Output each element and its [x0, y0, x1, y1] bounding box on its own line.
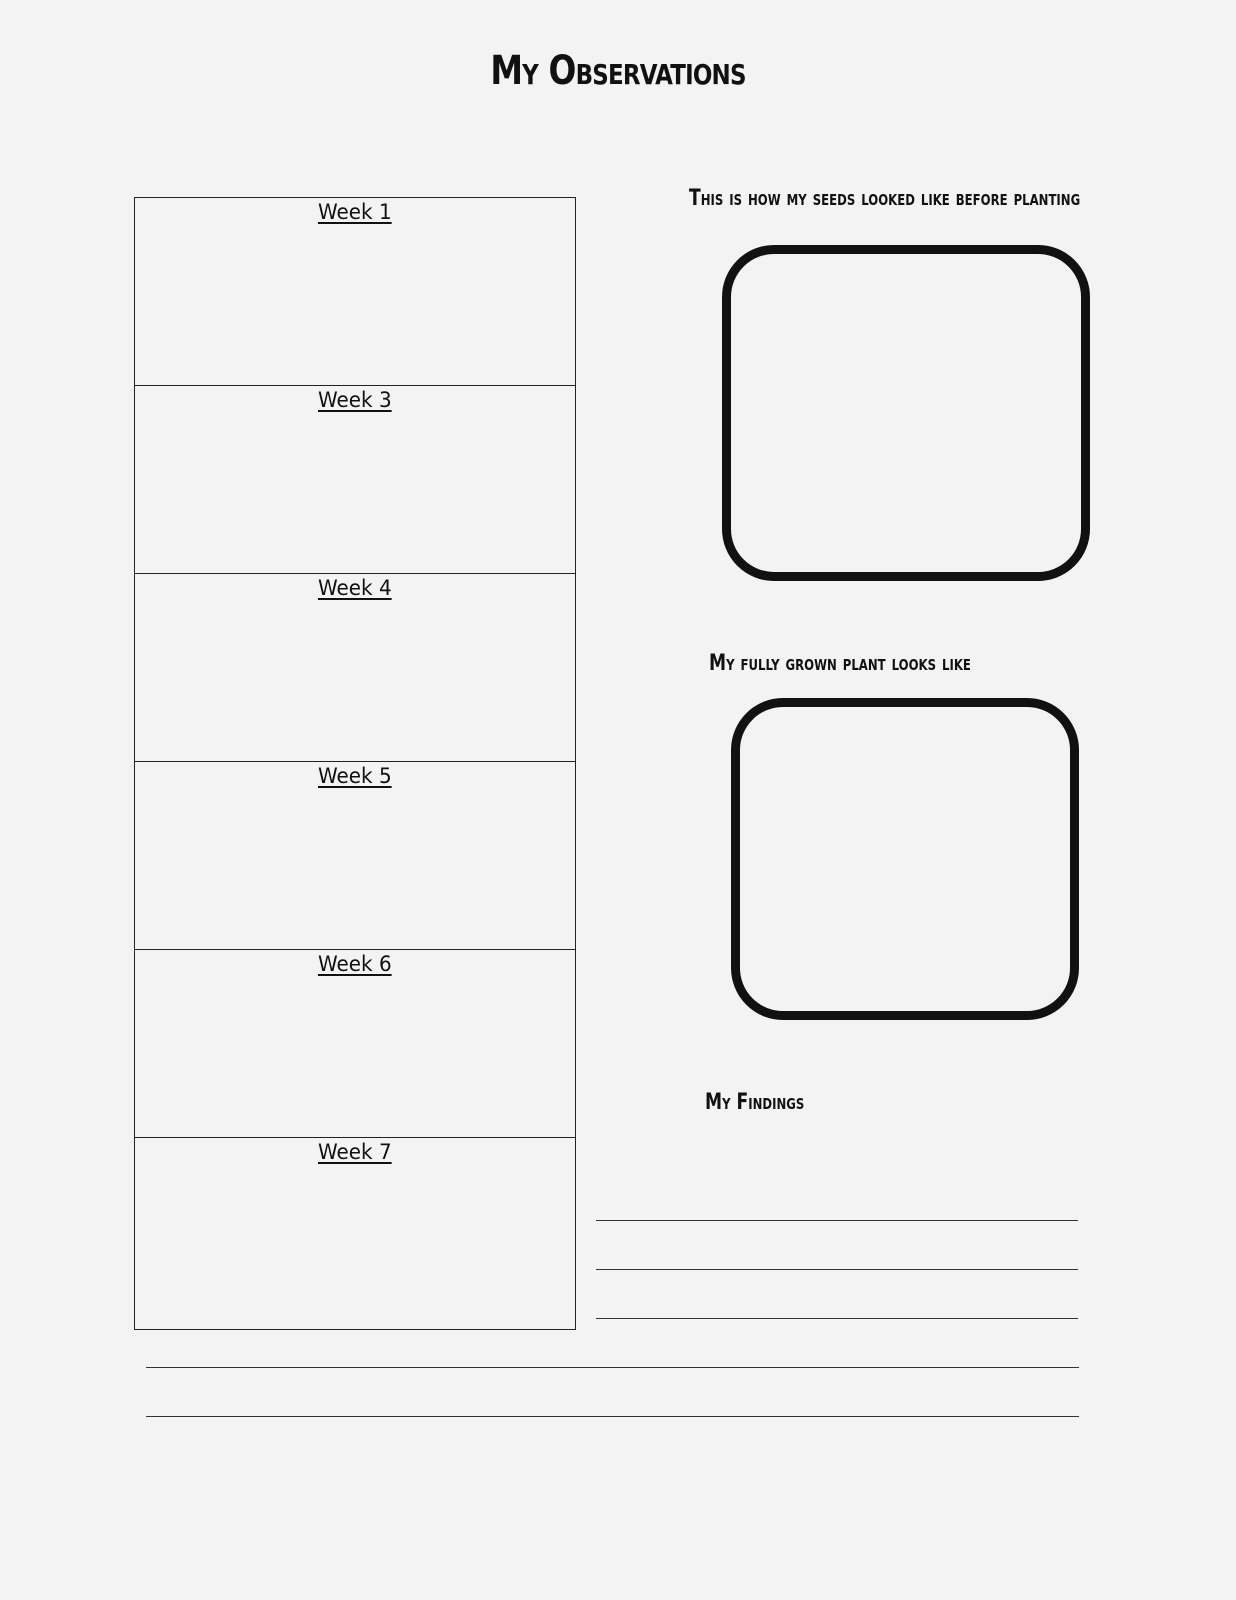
- week-cell[interactable]: [135, 762, 575, 950]
- findings-line[interactable]: [596, 1318, 1078, 1319]
- week-label: Week 6: [318, 952, 392, 976]
- week-cell[interactable]: [135, 574, 575, 762]
- findings-line[interactable]: [146, 1367, 1079, 1368]
- findings-heading: My Findings: [705, 1090, 805, 1115]
- findings-line[interactable]: [596, 1269, 1078, 1270]
- week-label: Week 7: [318, 1140, 392, 1164]
- week-cell[interactable]: [135, 386, 575, 574]
- week-cell[interactable]: [135, 198, 575, 386]
- week-cell[interactable]: [135, 950, 575, 1138]
- week-label: Week 4: [318, 576, 392, 600]
- findings-line[interactable]: [146, 1416, 1079, 1417]
- seeds-drawing-box[interactable]: [722, 245, 1090, 581]
- weekly-observation-table: [134, 197, 576, 1330]
- page-title: My Observations: [490, 48, 746, 94]
- week-label: Week 1: [318, 200, 392, 224]
- week-label: Week 5: [318, 764, 392, 788]
- week-label: Week 3: [318, 388, 392, 412]
- findings-line[interactable]: [596, 1220, 1078, 1221]
- seeds-before-prompt: This is how my seeds looked like before planting: [689, 186, 1081, 211]
- grown-plant-prompt: My fully grown plant looks like: [709, 651, 971, 676]
- week-cell[interactable]: [135, 1138, 575, 1329]
- grown-plant-drawing-box[interactable]: [731, 698, 1079, 1020]
